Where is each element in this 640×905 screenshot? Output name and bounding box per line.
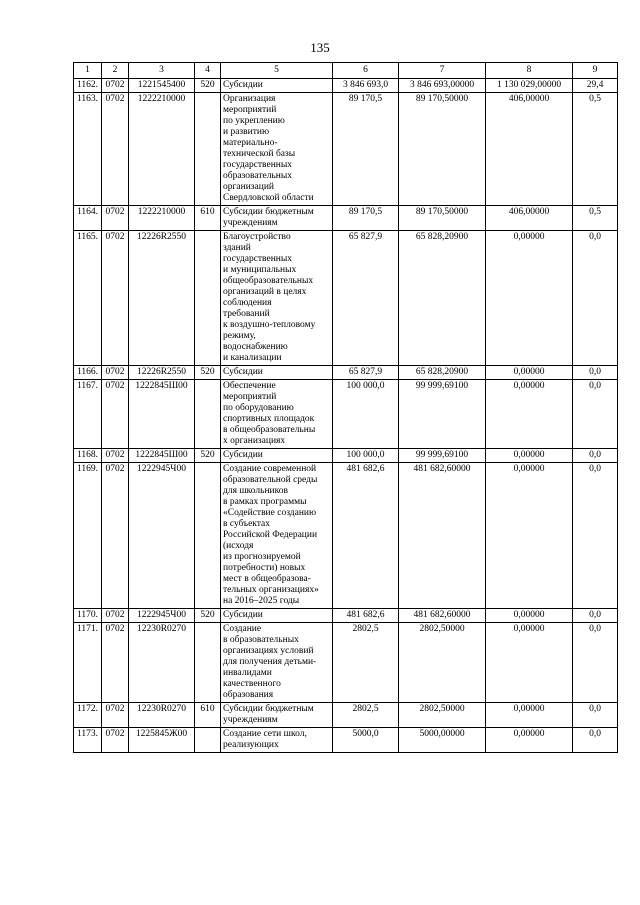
table-cell: 0,5 (573, 93, 618, 206)
table-cell: 99 999,69100 (399, 380, 486, 449)
table-cell: 1222210000 (129, 206, 195, 231)
table-cell: Субсидии (221, 449, 333, 463)
table-cell: Создание в образовательных организациях условий для получения детьми- инвалидами качественного образования (221, 623, 333, 703)
table-cell: 2802,50000 (399, 623, 486, 703)
table-cell: 1222845Ш00 (129, 380, 195, 449)
table-cell: 0,0 (573, 609, 618, 623)
table-cell (195, 463, 221, 609)
table-cell: 0702 (102, 728, 129, 753)
table-cell: 610 (195, 206, 221, 231)
table-cell: 1169. (74, 463, 102, 609)
table-cell: 1172. (74, 703, 102, 728)
table-cell: 0702 (102, 231, 129, 366)
table-cell: 0702 (102, 449, 129, 463)
table-cell: 0,00000 (486, 609, 573, 623)
table-cell: 520 (195, 449, 221, 463)
table-cell: 12226R2550 (129, 366, 195, 380)
table-cell: 0,0 (573, 449, 618, 463)
table-cell: 89 170,5 (333, 206, 399, 231)
table-cell: 1222845Ш00 (129, 449, 195, 463)
table-cell: 406,00000 (486, 93, 573, 206)
table-cell: 0,00000 (486, 703, 573, 728)
table-cell: Создание сети школ, реализующих (221, 728, 333, 753)
table-row (74, 728, 618, 753)
table-cell: 0702 (102, 609, 129, 623)
column-header: 4 (195, 63, 221, 79)
table-cell: 65 828,20900 (399, 231, 486, 366)
table-cell: Субсидии бюджетным учреждениям (221, 703, 333, 728)
table-cell: Обеспечение мероприятий по оборудованию спортивных площадок в общеобразовательны х организациях (221, 380, 333, 449)
table-body (74, 79, 618, 753)
column-header: 3 (129, 63, 195, 79)
table-cell: Субсидии (221, 366, 333, 380)
table-cell: Создание современной образовательной среды для школьников в рамках программы «Содействие созданию в субъектах Российской Федерации (исходя из прогнозируемой потребности) новых мест в общеобразова- тельных организациях» на 2016–2025 годы (221, 463, 333, 609)
table-cell: 29,4 (573, 79, 618, 93)
table-cell: 1167. (74, 380, 102, 449)
table-cell: 2802,5 (333, 623, 399, 703)
table-cell: 0702 (102, 623, 129, 703)
table-cell: 0702 (102, 206, 129, 231)
table-cell: 2802,50000 (399, 703, 486, 728)
table-cell: 0702 (102, 380, 129, 449)
table-cell: 89 170,50000 (399, 206, 486, 231)
table-cell: 0702 (102, 703, 129, 728)
table-cell: 1222945Ч00 (129, 463, 195, 609)
table-cell: 1165. (74, 231, 102, 366)
table-row (74, 206, 618, 231)
table-row (74, 609, 618, 623)
table-cell: 0,0 (573, 380, 618, 449)
table-cell: 1162. (74, 79, 102, 93)
table-cell: 610 (195, 703, 221, 728)
table-cell: 3 846 693,0 (333, 79, 399, 93)
table-cell: 0,00000 (486, 623, 573, 703)
table-cell: Организация мероприятий по укреплению и развитию материально- технической базы государственных образовательных организаций Свердловской области (221, 93, 333, 206)
table-cell: 520 (195, 609, 221, 623)
table-cell: 65 827,9 (333, 231, 399, 366)
table-cell: 5000,00000 (399, 728, 486, 753)
table-cell: 481 682,6 (333, 463, 399, 609)
table-cell: 0,00000 (486, 380, 573, 449)
table-row (74, 93, 618, 206)
table-cell: 89 170,50000 (399, 93, 486, 206)
table-cell: 0,00000 (486, 728, 573, 753)
table-cell: 1164. (74, 206, 102, 231)
page-number: 135 (310, 40, 330, 55)
column-header: 6 (333, 63, 399, 79)
table-cell: 0702 (102, 79, 129, 93)
column-header: 8 (486, 63, 573, 79)
column-header: 9 (573, 63, 618, 79)
column-header: 7 (399, 63, 486, 79)
table-cell: 99 999,69100 (399, 449, 486, 463)
table-cell: Субсидии (221, 609, 333, 623)
table-cell: 0,00000 (486, 449, 573, 463)
table-cell: 65 828,20900 (399, 366, 486, 380)
table-cell (195, 231, 221, 366)
table-cell: 1222210000 (129, 93, 195, 206)
table-row (74, 366, 618, 380)
table-cell: 1173. (74, 728, 102, 753)
table-cell: 1222945Ч00 (129, 609, 195, 623)
table-cell: 0,0 (573, 231, 618, 366)
table-cell: 0,0 (573, 623, 618, 703)
table-cell: 1166. (74, 366, 102, 380)
table-cell (195, 728, 221, 753)
table-cell: 481 682,60000 (399, 463, 486, 609)
column-header: 1 (74, 63, 102, 79)
table-cell: 12230R0270 (129, 703, 195, 728)
table-cell: Благоустройство зданий государственных и муниципальных общеобразовательных организаций в целях соблюдения требований к воздушно-тепловому режиму, водоснабжению и канализации (221, 231, 333, 366)
table-cell: 3 846 693,00000 (399, 79, 486, 93)
table-cell: 1170. (74, 609, 102, 623)
table-cell: 100 000,0 (333, 380, 399, 449)
table-cell: 520 (195, 366, 221, 380)
table-cell: 0,0 (573, 366, 618, 380)
table-cell (195, 623, 221, 703)
table-cell: 1163. (74, 93, 102, 206)
table-cell: 0,00000 (486, 231, 573, 366)
table-cell: 0,00000 (486, 463, 573, 609)
table-row (74, 449, 618, 463)
table-cell: 12230R0270 (129, 623, 195, 703)
table-cell (195, 93, 221, 206)
table-cell: 481 682,60000 (399, 609, 486, 623)
table-row (74, 79, 618, 93)
table-cell: 1168. (74, 449, 102, 463)
table-cell: 0702 (102, 366, 129, 380)
table-cell: Субсидии (221, 79, 333, 93)
table-cell: 520 (195, 79, 221, 93)
table-cell: 481 682,6 (333, 609, 399, 623)
table-row (74, 380, 618, 449)
budget-table (73, 62, 618, 753)
table-cell: Субсидии бюджетным учреждениям (221, 206, 333, 231)
table-cell (195, 380, 221, 449)
table-cell: 65 827,9 (333, 366, 399, 380)
table-cell: 1221545400 (129, 79, 195, 93)
table-cell: 0,0 (573, 728, 618, 753)
column-header: 5 (221, 63, 333, 79)
table-row (74, 463, 618, 609)
table-cell: 406,00000 (486, 206, 573, 231)
table-cell: 2802,5 (333, 703, 399, 728)
table-cell: 0702 (102, 463, 129, 609)
table-cell: 89 170,5 (333, 93, 399, 206)
table-row (74, 231, 618, 366)
table-header-row (74, 63, 618, 79)
table-cell: 1225845Ж00 (129, 728, 195, 753)
table-row (74, 703, 618, 728)
table-row (74, 623, 618, 703)
table-cell: 1171. (74, 623, 102, 703)
table-cell: 0,00000 (486, 366, 573, 380)
table-cell: 1 130 029,00000 (486, 79, 573, 93)
table-cell: 0702 (102, 93, 129, 206)
column-header: 2 (102, 63, 129, 79)
table-cell: 0,0 (573, 463, 618, 609)
table-cell: 0,5 (573, 206, 618, 231)
table-cell: 5000,0 (333, 728, 399, 753)
table-cell: 100 000,0 (333, 449, 399, 463)
table-cell: 12226R2550 (129, 231, 195, 366)
table-cell: 0,0 (573, 703, 618, 728)
